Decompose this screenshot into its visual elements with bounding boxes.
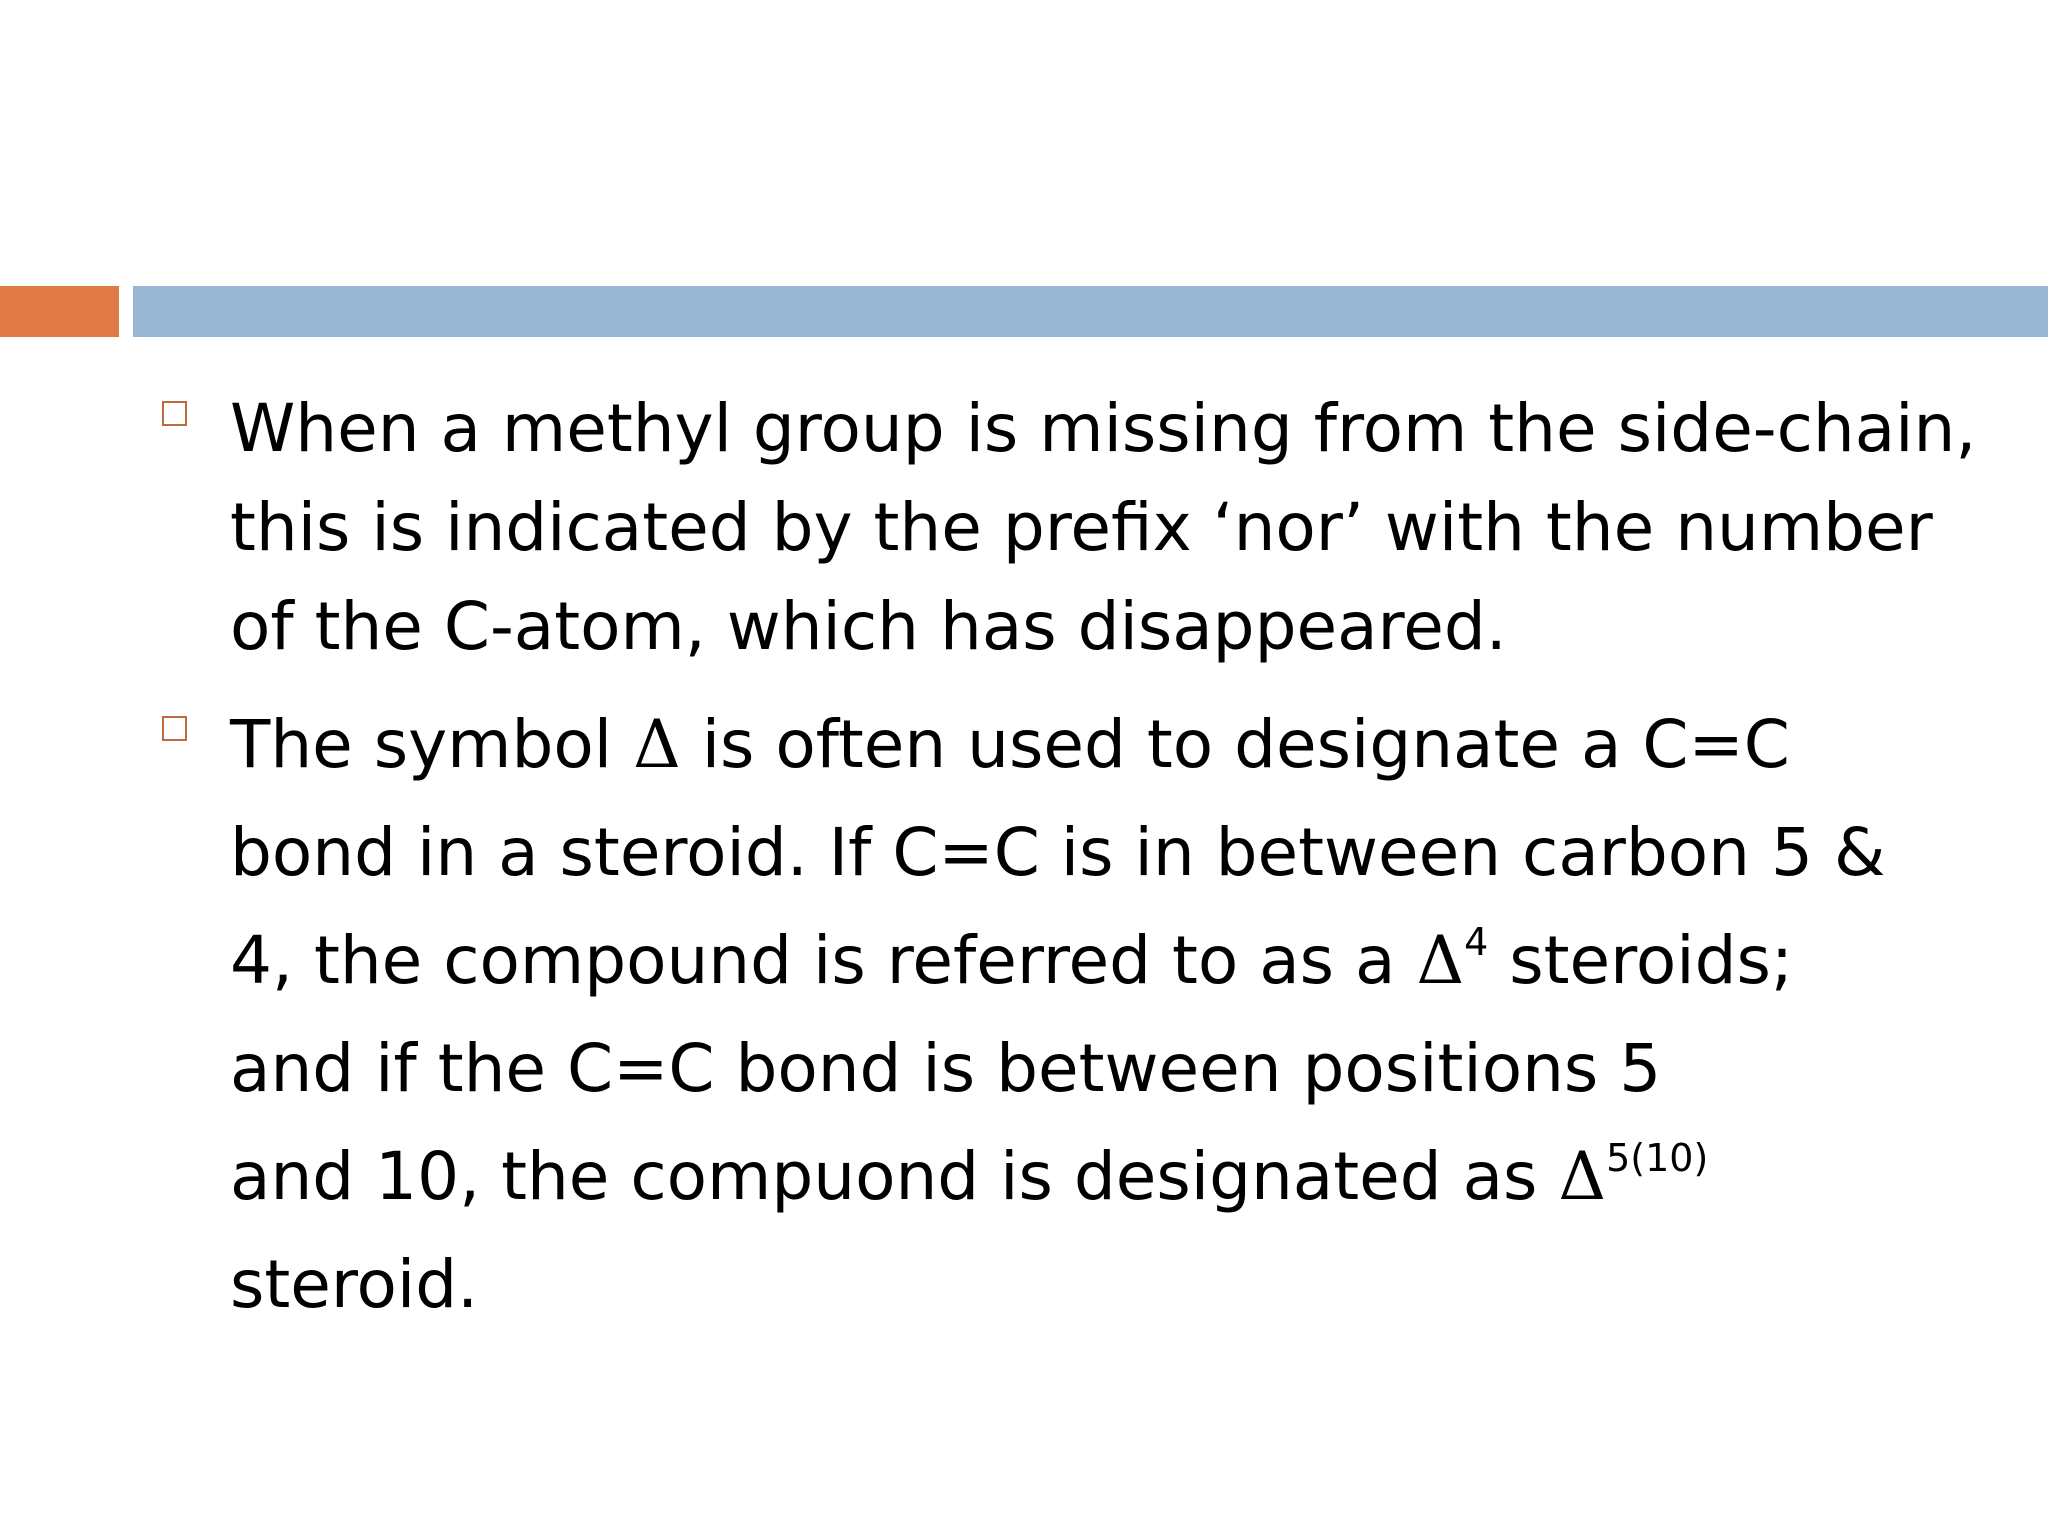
text-line: this is indicated by the prefix ‘nor’ with the number — [230, 489, 1933, 566]
delta-symbol: Δ — [633, 706, 681, 783]
hollow-square-bullet-icon — [162, 401, 187, 426]
text-fragment: 4, the compound is referred to as a — [230, 922, 1417, 999]
text-line: and if the C=C bond is between positions 5 — [230, 1030, 1662, 1107]
text-line: steroid. — [230, 1246, 479, 1323]
delta-superscript: 5(10) — [1606, 1136, 1709, 1180]
delta-superscript: 4 — [1464, 920, 1489, 964]
text-line: bond in a steroid. If C=C is in between carbon 5 & — [230, 814, 1886, 891]
text-line — [230, 1123, 2020, 1231]
text-line: of the C-atom, which has disappeared. — [230, 588, 1507, 665]
hollow-square-bullet-icon — [162, 716, 187, 741]
text-line — [230, 907, 2020, 1015]
text-fragment: The symbol — [230, 706, 634, 783]
bullet-text — [230, 379, 2020, 676]
text-fragment: and 10, the compuond is designated as — [230, 1138, 1559, 1215]
bullet-text — [230, 691, 2020, 1339]
text-line — [230, 691, 2020, 799]
text-fragment: steroids; — [1488, 922, 1794, 999]
text-fragment: is often used to designate a C=C — [680, 706, 1790, 783]
text-line: When a methyl group is missing from the side-chain, — [230, 390, 1977, 467]
delta-symbol: Δ — [1558, 1138, 1607, 1215]
delta-symbol: Δ — [1416, 922, 1465, 999]
